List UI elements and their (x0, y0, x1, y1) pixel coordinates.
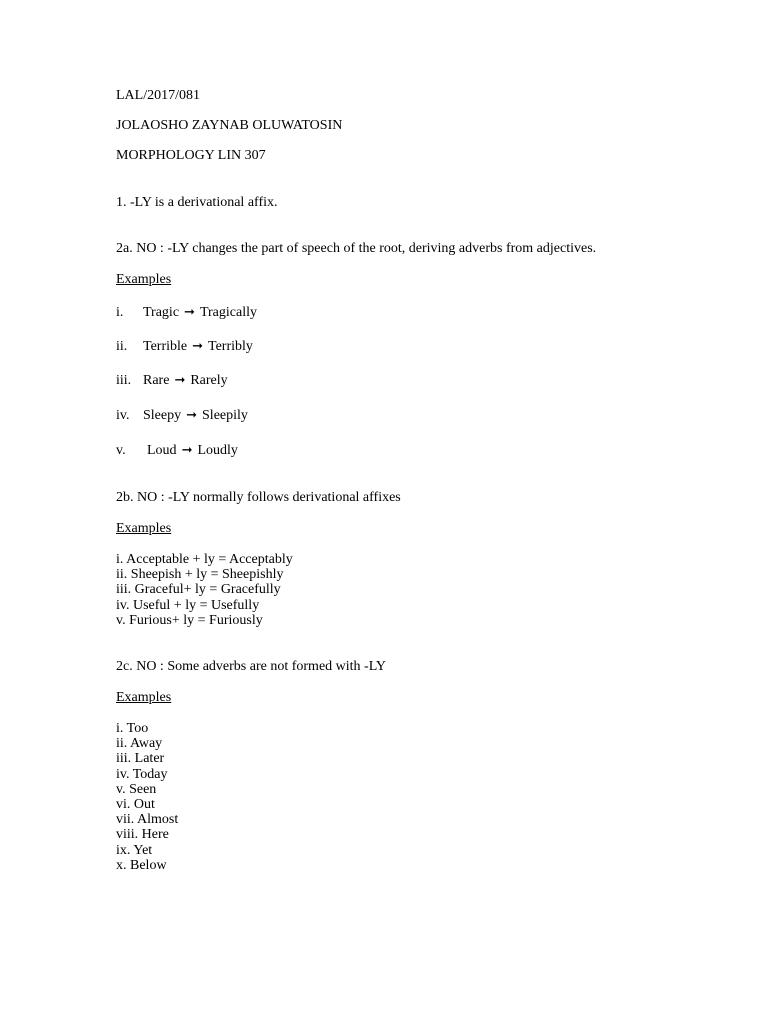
root-word: Sleepy (143, 408, 182, 423)
list-item: vi. Out (116, 797, 155, 813)
derived-word: Rarely (190, 373, 228, 388)
student-name: JOLAOSHO ZAYNAB OLUWATOSIN (116, 118, 343, 133)
example-2a-item (116, 443, 238, 459)
list-item: x. Below (116, 857, 167, 873)
item-number: v. (116, 443, 126, 458)
examples-heading-2c: Examples (116, 690, 172, 705)
question-2a: 2a. NO : -LY changes the part of speech of the root, deriving adverbs from adjectives. (116, 241, 597, 256)
arrow-icon: ➞ (184, 305, 195, 320)
root-word: Terrible (143, 339, 188, 354)
root-word: Tragic (143, 305, 180, 320)
example-2a-item (116, 339, 253, 355)
item-number: i. (116, 305, 124, 320)
arrow-icon: ➞ (186, 408, 198, 423)
list-item: ii. Sheepish + ly = Sheepishly (116, 567, 284, 583)
derived-word: Terribly (208, 339, 253, 354)
root-word: Loud (147, 443, 177, 458)
course-title: MORPHOLOGY LIN 307 (116, 148, 266, 163)
list-item: ix. Yet (116, 842, 153, 858)
list-item: vii. Almost (116, 812, 179, 828)
arrow-icon: ➞ (181, 443, 193, 458)
derived-word: Tragically (199, 305, 257, 320)
list-item: ii. Away (116, 736, 163, 752)
question-2b: 2b. NO : -LY normally follows derivational affixes (116, 490, 401, 505)
item-number: iii. (116, 373, 132, 388)
item-number: iv. (116, 408, 130, 423)
list-item: iv. Today (116, 766, 168, 782)
example-list-2b (116, 552, 293, 628)
arrow-icon: ➞ (174, 373, 186, 388)
arrow-icon: ➞ (192, 339, 204, 354)
examples-heading-2a: Examples (116, 272, 172, 287)
question-2c: 2c. NO : Some adverbs are not formed with -LY (116, 659, 386, 674)
list-item: iii. Graceful+ ly = Gracefully (116, 582, 281, 598)
example-2a-item (116, 373, 228, 389)
question-1: 1. -LY is a derivational affix. (116, 195, 278, 210)
root-word: Rare (143, 373, 170, 388)
examples-heading-2b: Examples (116, 521, 172, 536)
example-2a-item (116, 305, 257, 321)
item-number: ii. (116, 339, 128, 354)
list-item: v. Furious+ ly = Furiously (116, 612, 263, 628)
list-item: i. Acceptable + ly = Acceptably (116, 552, 293, 567)
list-item: v. Seen (116, 781, 157, 797)
list-item: iv. Useful + ly = Usefully (116, 597, 260, 613)
list-item: i. Too (116, 721, 149, 736)
example-2a-item (116, 408, 248, 424)
list-item: viii. Here (116, 827, 169, 843)
derived-word: Loudly (197, 443, 238, 458)
student-id: LAL/2017/081 (116, 88, 200, 103)
example-list-2c (116, 721, 178, 873)
derived-word: Sleepily (202, 408, 248, 423)
list-item: iii. Later (116, 751, 165, 767)
